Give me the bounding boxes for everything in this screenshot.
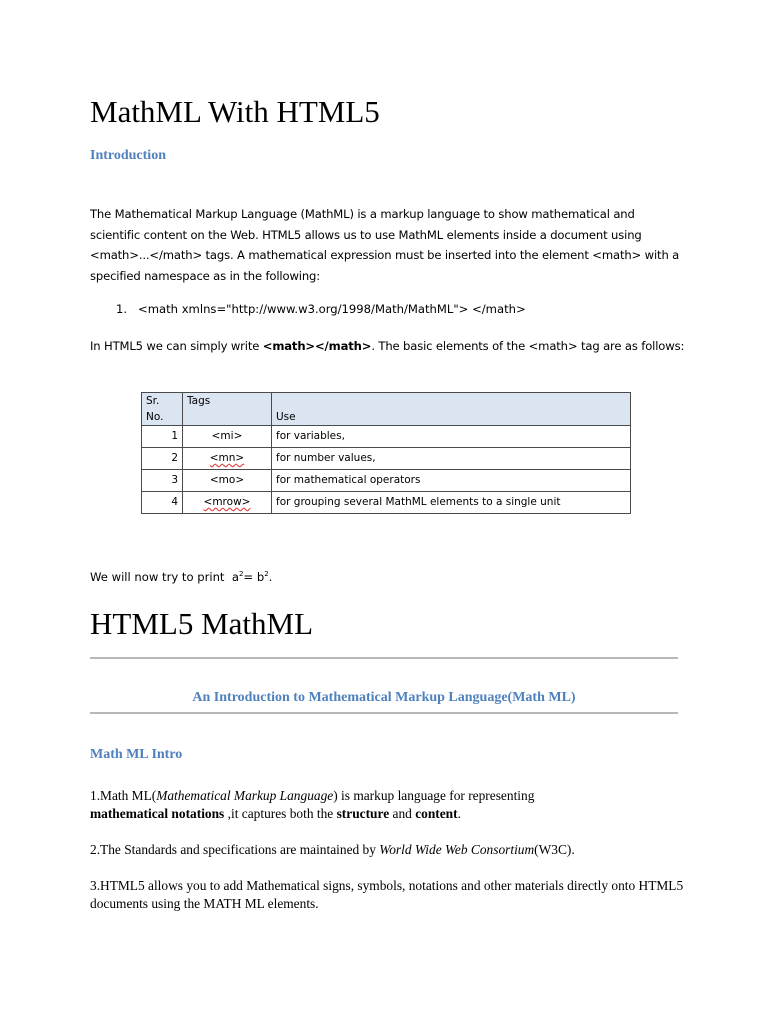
row-tag [183, 492, 272, 514]
html5-paragraph [90, 337, 684, 355]
subtitle: An Introduction to Mathematical Markup Language(Math ML) [192, 690, 576, 705]
row-sr: 1 [142, 426, 183, 448]
p2-text: 2.The Standards and specifications are maintained by [90, 842, 380, 857]
list-number: 1. [116, 302, 128, 316]
p1-text: ,it captures both the [224, 806, 337, 821]
p2-italic: World Wide Web Consortium [379, 842, 535, 857]
p1-italic: Mathematical Markup Language [156, 788, 334, 803]
table-header-row [142, 393, 631, 426]
row-use: for variables, [272, 426, 631, 448]
row-sr: 3 [142, 470, 183, 492]
html5-text-after: . The basic elements of the <math> tag are as follows: [371, 339, 685, 353]
row-use: for number values, [272, 448, 631, 470]
row-tag [183, 448, 272, 470]
row-tag-text: <mn> [209, 452, 245, 464]
p1-text: ) is markup language for representing [333, 788, 535, 803]
p1-text: and [389, 806, 416, 821]
p2-text: (W3C). [534, 842, 575, 857]
intro-point-1 [90, 787, 690, 823]
intro-point-2 [90, 841, 690, 859]
p1-bold-notations: mathematical notations [90, 806, 225, 821]
divider-bottom [90, 712, 678, 714]
page-title: MathML With HTML5 [90, 94, 380, 129]
header-use: Use [272, 393, 631, 426]
row-sr: 2 [142, 448, 183, 470]
math-ml-intro-heading: Math ML Intro [90, 747, 183, 762]
html5-text-before: In HTML5 we can simply write [90, 339, 263, 353]
row-use: for mathematical operators [272, 470, 631, 492]
equation-exponent-a: 2 [238, 570, 244, 578]
equation-a: a [231, 569, 239, 584]
namespace-code: <math xmlns="http://www.w3.org/1998/Math/MathML"> </math> [138, 302, 526, 316]
header-sr-no: Sr. No. [142, 393, 183, 426]
table-row [142, 470, 631, 492]
p1-text: . [457, 806, 461, 821]
introduction-heading: Introduction [90, 148, 166, 163]
table-row [142, 448, 631, 470]
print-text: We will now try to print [90, 569, 225, 584]
html5-code: <math></math> [262, 339, 372, 353]
intro-point-3: 3.HTML5 allows you to add Mathematical signs, symbols, notations and other materials directly onto HTML5 documents using the MATH ML elements. [90, 878, 684, 911]
equation-period: . [268, 569, 273, 584]
row-use: for grouping several MathML elements to a single unit [272, 492, 631, 514]
row-tag: <mi> [183, 426, 272, 448]
row-tag: <mo> [183, 470, 272, 492]
divider-top [90, 657, 678, 659]
equation-equals-b: = b [243, 569, 265, 584]
table-row [142, 426, 631, 448]
p1-text: 1.Math ML( [90, 788, 157, 803]
section-title: HTML5 MathML [90, 606, 314, 641]
tags-table [141, 392, 631, 514]
namespace-list-item [116, 300, 526, 318]
print-equation-line [90, 565, 272, 586]
p1-bold-content: content [415, 806, 458, 821]
row-tag-text: <mrow> [203, 496, 251, 508]
intro-paragraph: The Mathematical Markup Language (MathML) is a markup language to show mathematical and scientific content on the Web. HTML5 allows us to use MathML elements inside a document using <math>...</math> tags. A mathematical expression must be inserted into the element <math> with a specified namespace as in the following: [90, 207, 680, 283]
table-row [142, 492, 631, 514]
row-sr: 4 [142, 492, 183, 514]
header-tags: Tags [183, 393, 272, 426]
p1-bold-structure: structure [336, 806, 390, 821]
equation-exponent-b: 2 [264, 570, 269, 578]
